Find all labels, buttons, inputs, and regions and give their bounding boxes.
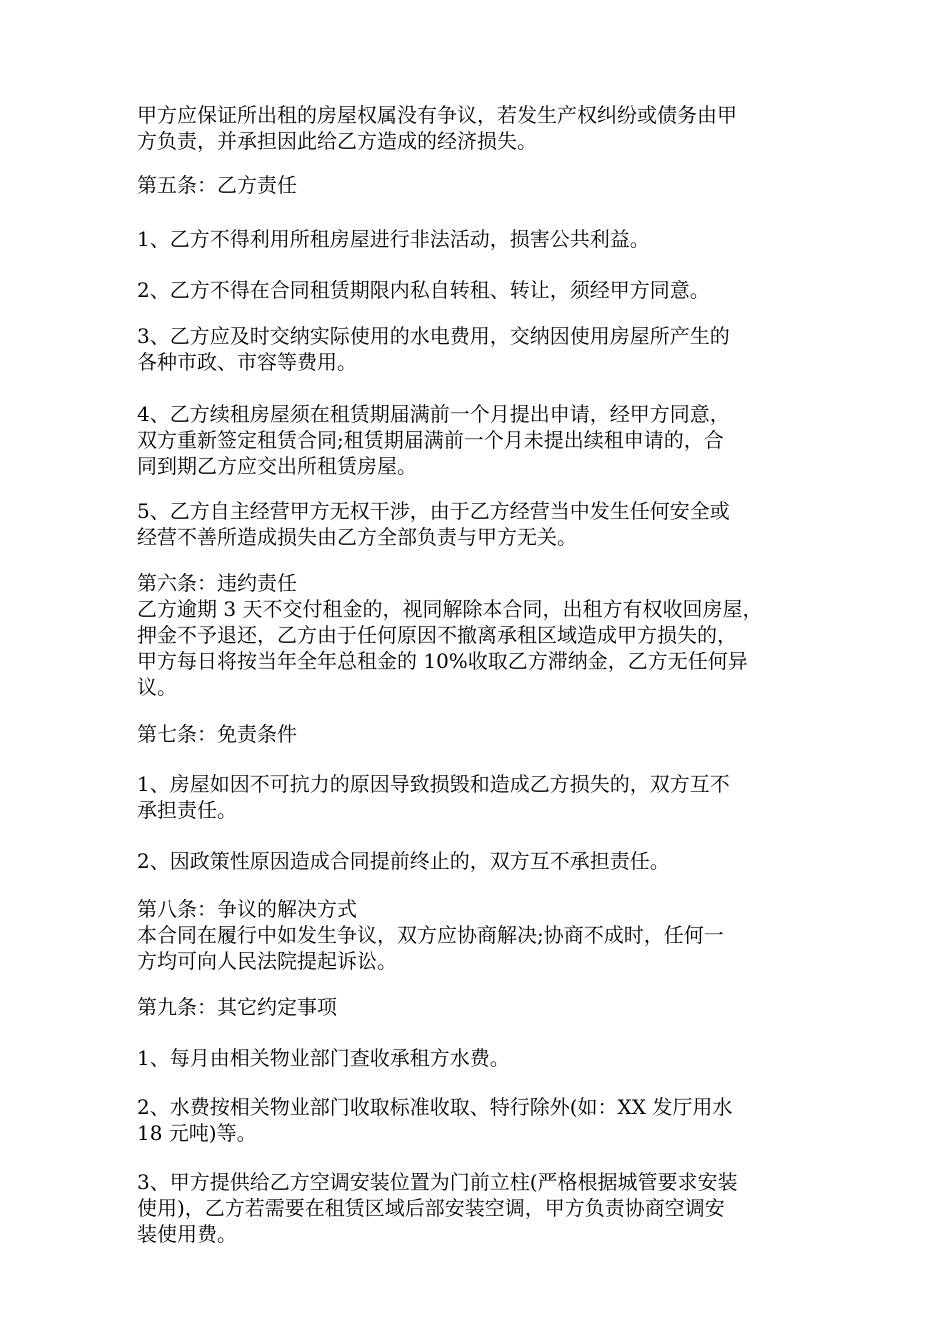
text-line: 第五条：乙方责任 (137, 173, 297, 197)
text-line: 5、乙方自主经营甲方无权干涉，由于乙方经营当中发生任何安全或 (137, 499, 730, 523)
text-line: 2、水费按相关物业部门收取标准收取、特行除外(如：XX 发厅用水 (137, 1095, 733, 1119)
section-heading-article-5 (137, 172, 827, 198)
text-line: 2、乙方不得在合同租赁期限内私自转租、转让，须经甲方同意。 (137, 278, 710, 302)
paragraph-landlord-guarantee (137, 102, 827, 154)
clause-5-4 (137, 401, 827, 479)
text-line: 使用)，乙方若需要在租赁区域后部安装空调，甲方负责协商空调安 (137, 1196, 725, 1220)
text-line: 方均可向人民法院提起诉讼。 (137, 949, 397, 973)
clause-7-2 (137, 848, 827, 874)
text-line: 第九条：其它约定事项 (137, 995, 337, 1019)
text-line: 双方重新签定租赁合同;租赁期届满前一个月未提出续租申请的，合 (137, 428, 724, 452)
text-line: 18 元吨)等。 (137, 1121, 257, 1145)
text-line: 同到期乙方应交出所租赁房屋。 (137, 454, 417, 478)
text-line: 第七条：免责条件 (137, 722, 297, 746)
section-heading: 第六条：违约责任 (137, 571, 297, 595)
clause-9-1 (137, 1045, 827, 1071)
text-line: 1、每月由相关物业部门查收承租方水费。 (137, 1046, 510, 1070)
text-line: 装使用费。 (137, 1222, 237, 1246)
text-line: 各种市政、市容等费用。 (137, 350, 357, 374)
clause-9-2 (137, 1094, 827, 1146)
section-heading-article-9 (137, 994, 827, 1020)
section-heading-article-7 (137, 721, 827, 747)
text-line: 方负责，并承担因此给乙方造成的经济损失。 (137, 129, 537, 153)
section-article-6 (137, 570, 827, 700)
section-article-8 (137, 896, 827, 974)
text-line: 3、甲方提供给乙方空调安装位置为门前立柱(严格根据城管要求安装 (137, 1170, 738, 1194)
clause-5-1 (137, 226, 827, 252)
text-line: 本合同在履行中如发生争议，双方应协商解决;协商不成时，任何一 (137, 923, 724, 947)
text-line: 押金不予退还，乙方由于任何原因不撤离承租区域造成甲方损失的， (137, 623, 737, 647)
text-line: 甲方应保证所出租的房屋权属没有争议，若发生产权纠纷或债务由甲 (137, 103, 737, 127)
text-line: 甲方每日将按当年全年总租金的 10%收取乙方滞纳金，乙方无任何异 (137, 649, 748, 673)
text-line: 4、乙方续租房屋须在租赁期届满前一个月提出申请，经甲方同意， (137, 402, 730, 426)
text-line: 经营不善所造成损失由乙方全部负责与甲方无关。 (137, 525, 577, 549)
clause-5-5 (137, 498, 827, 550)
text-line: 1、房屋如因不可抗力的原因导致损毁和造成乙方损失的，双方互不 (137, 772, 730, 796)
text-line: 3、乙方应及时交纳实际使用的水电费用，交纳因使用房屋所产生的 (137, 324, 730, 348)
text-line: 2、因政策性原因造成合同提前终止的，双方互不承担责任。 (137, 849, 670, 873)
text-line: 乙方逾期 3 天不交付租金的，视同解除本合同，出租方有权收回房屋， (137, 597, 763, 621)
clause-7-1 (137, 771, 827, 823)
text-line: 1、乙方不得利用所租房屋进行非法活动，损害公共利益。 (137, 227, 650, 251)
text-line: 承担责任。 (137, 798, 237, 822)
clause-9-3 (137, 1169, 827, 1247)
text-line: 议。 (137, 675, 177, 699)
clause-5-3 (137, 323, 827, 375)
clause-5-2 (137, 277, 827, 303)
section-heading: 第八条：争议的解决方式 (137, 897, 357, 921)
